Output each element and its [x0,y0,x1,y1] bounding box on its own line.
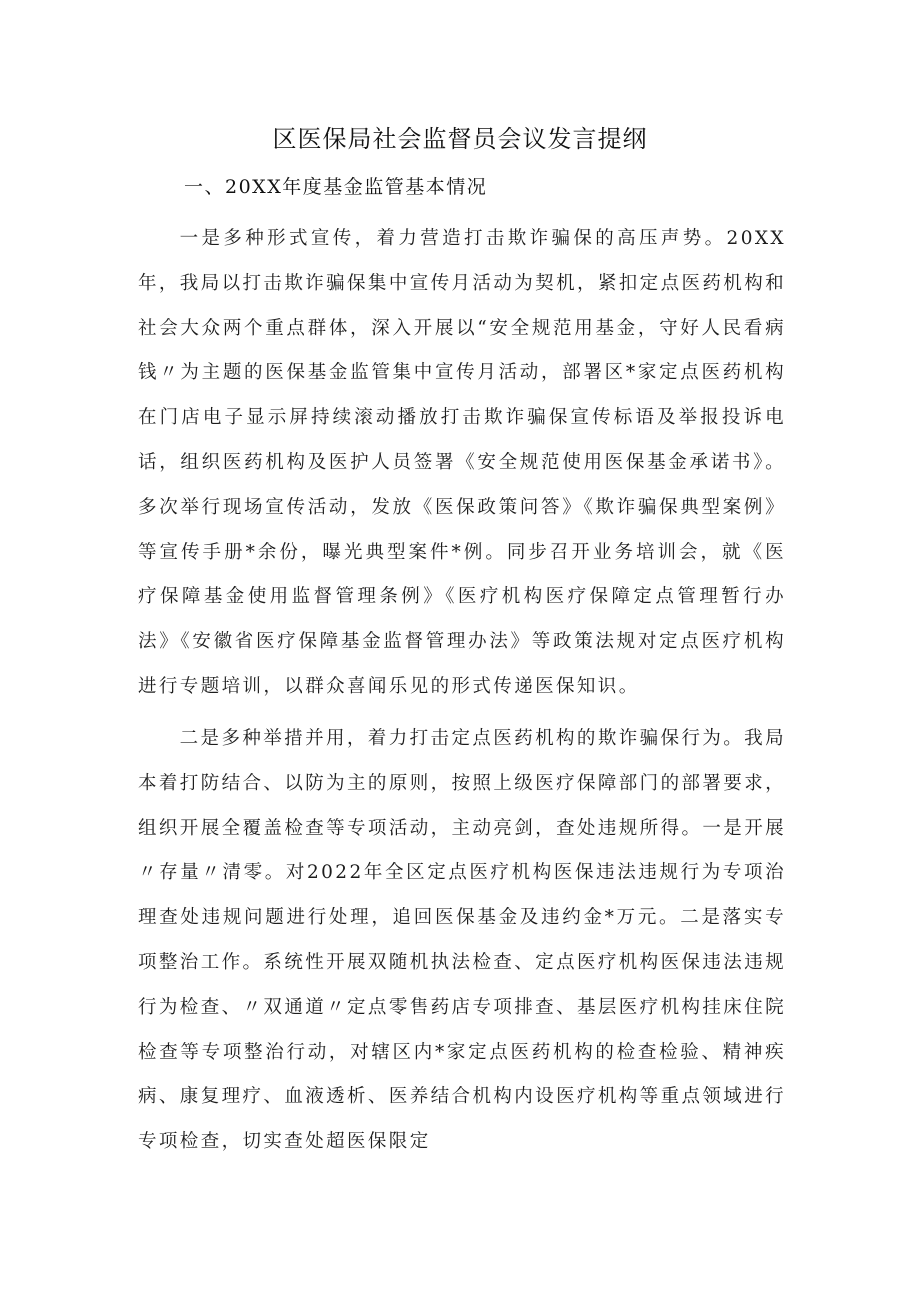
document-title: 区医保局社会监督员会议发言提纲 [272,125,648,153]
body-paragraph: 二是多种举措并用，着力打击定点医药机构的欺诈骗保行为。我局本着打防结合、以防为主的原则，按照上级医疗保障部门的部署要求，组织开展全覆盖检查等专项活动，主动亮剑，查处违规所得。一是开展〃存量〃清零。对2022年全区定点医疗机构医保违法违规行为专项治理查处违规问题进行处理，追回医保基金及违约金*万元。二是落实专项整治工作。系统性开展双随机执法检查、定点医疗机构医保违法违规行为检查、〃双通道〃定点零售药店专项排查、基层医疗机构挂床住院检查等专项整治行动，对辖区内*家定点医药机构的检查检验、精神疾病、康复理疗、血液透析、医养结合机构内设医疗机构等重点领域进行专项检查，切实查处超医保限定 [138,728,786,1153]
body-paragraph: 一是多种形式宣传，着力营造打击欺诈骗保的高压声势。20XX年，我局以打击欺诈骗保集中宣传月活动为契机，紧扣定点医药机构和社会大众两个重点群体，深入开展以“安全规范用基金，守好人民看病钱〃为主题的医保基金监管集中宣传月活动，部署区*家定点医药机构在门店电子显示屏持续滚动播放打击欺诈骗保宣传标语及举报投诉电话，组织医药机构及医护人员签署《安全规范使用医保基金承诺书》。多次举行现场宣传活动，发放《医保政策问答》《欺诈骗保典型案例》等宣传手册*余份，曝光典型案件*例。同步召开业务培训会，就《医疗保障基金使用监督管理条例》《医疗机构医疗保障定点管理暂行办法》《安徽省医疗保障基金监督管理办法》等政策法规对定点医疗机构进行专题培训，以群众喜闻乐见的形式传递医保知识。 [138,228,786,697]
section-heading: 一、20XX年度基金监管基本情况 [184,176,488,198]
